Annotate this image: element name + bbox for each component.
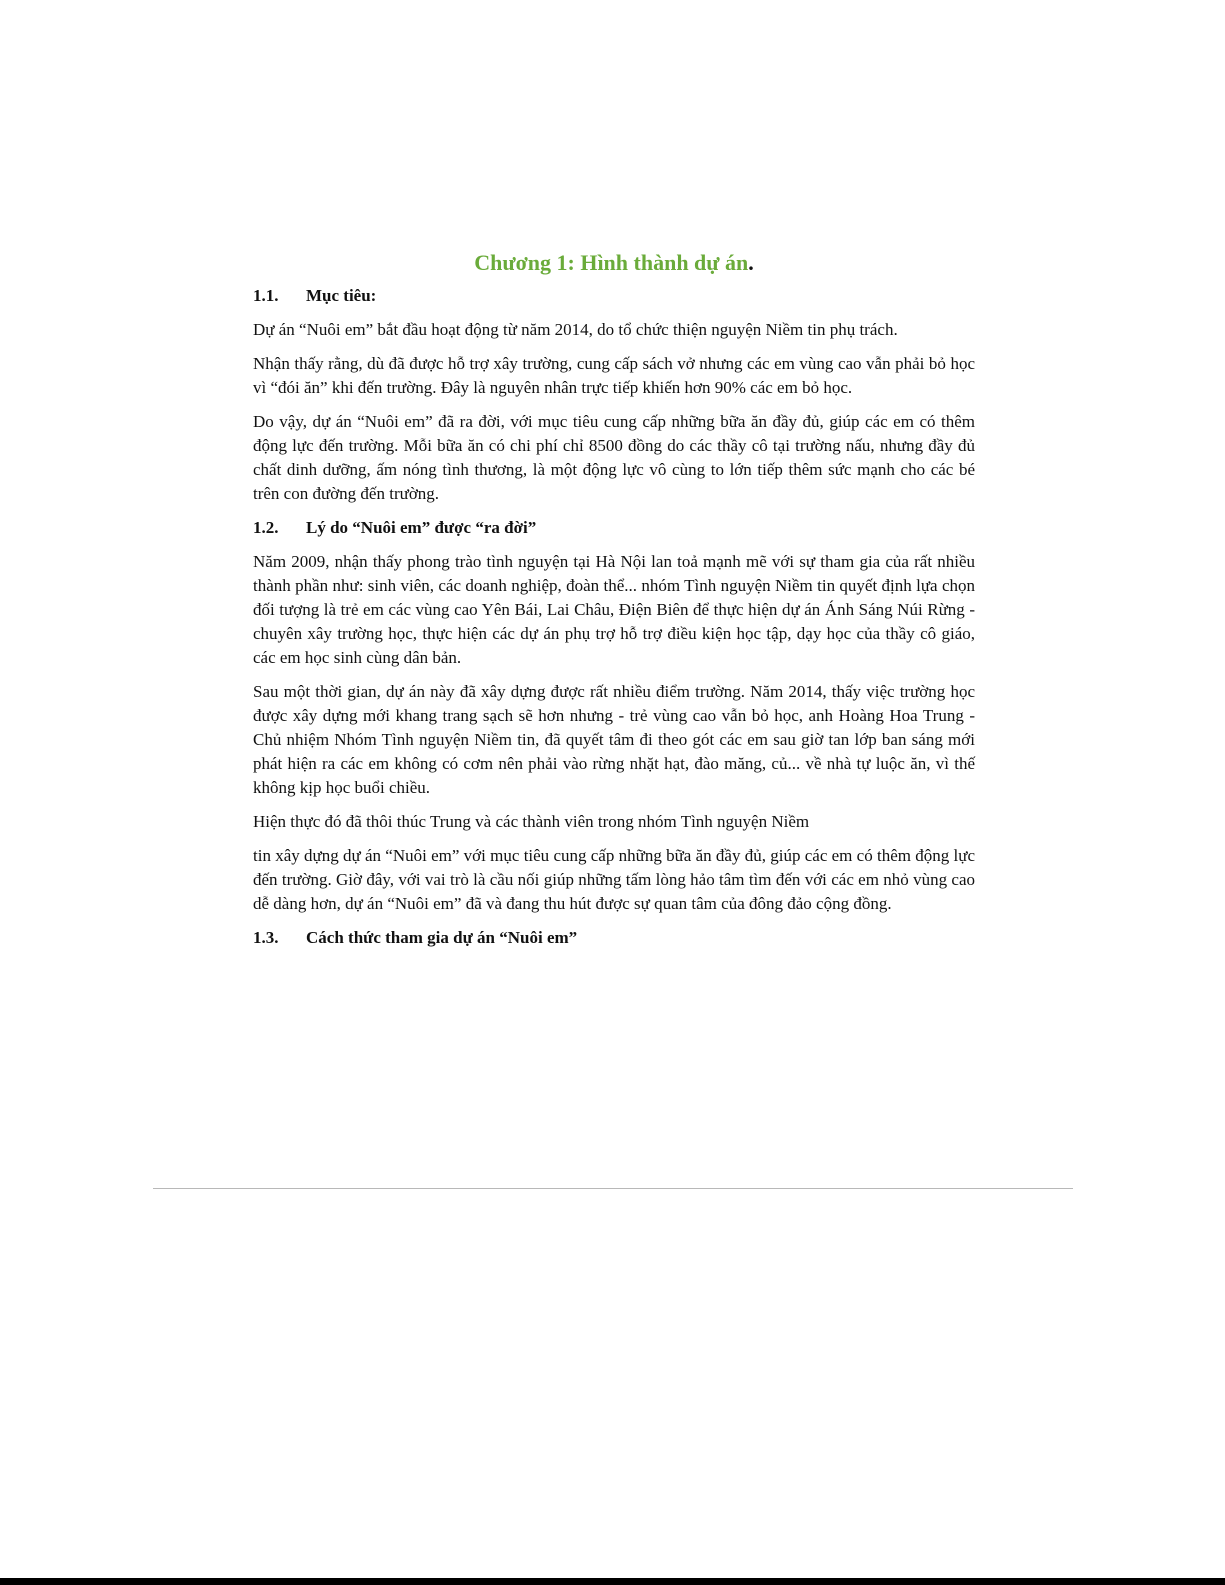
document-page xyxy=(253,248,975,960)
section-number: 1.2. xyxy=(253,518,279,537)
section-heading-1-2 xyxy=(253,516,975,540)
section-number: 1.3. xyxy=(253,928,279,947)
paragraph: Năm 2009, nhận thấy phong trào tình nguyện tại Hà Nội lan toả mạnh mẽ với sự tham gia của rất nhiều thành phần như: sinh viên, các doanh nghiệp, đoàn thể... nhóm Tình nguyện Niềm tin quyết định lựa chọn đối tượng là trẻ em các vùng cao Yên Bái, Lai Châu, Điện Biên để thực hiện dự án Ánh Sáng Núi Rừng - chuyên xây trường học, thực hiện các dự án phụ trợ hỗ trợ điều kiện học tập, dạy học của thầy cô giáo, các em học sinh cùng dân bản. xyxy=(253,552,975,667)
section-title: Lý do “Nuôi em” được “ra đời” xyxy=(306,518,537,537)
paragraph: Dự án “Nuôi em” bắt đầu hoạt động từ năm 2014, do tổ chức thiện nguyện Niềm tin phụ trách. xyxy=(253,320,898,339)
chapter-title-text: Chương 1: Hình thành dự án xyxy=(474,250,749,275)
paragraph: tin xây dựng dự án “Nuôi em” với mục tiêu cung cấp những bữa ăn đầy đủ, giúp các em có thêm động lực đến trường. Giờ đây, với vai trò là cầu nối giúp những tấm lòng hảo tâm tìm đến với các em nhỏ vùng cao dễ dàng hơn, dự án “Nuôi em” đã và đang thu hút được sự quan tâm của đông đảo cộng đồng. xyxy=(253,846,975,913)
chapter-title xyxy=(253,248,975,278)
section-heading-1-3 xyxy=(253,926,975,950)
section-title: Mục tiêu: xyxy=(306,286,377,305)
chapter-title-period: . xyxy=(748,250,754,275)
section-heading-1-1 xyxy=(253,284,975,308)
paragraph: Sau một thời gian, dự án này đã xây dựng được rất nhiều điểm trường. Năm 2014, thấy việc trường học được xây dựng mới khang trang sạch sẽ hơn nhưng - trẻ vùng cao vẫn bỏ học, anh Hoàng Hoa Trung - Chủ nhiệm Nhóm Tình nguyện Niềm tin, đã quyết tâm đi theo gót các em sau giờ tan lớp ban sáng mới phát hiện ra các em không có cơm nên phải vào rừng nhặt hạt, đào măng, củ... về nhà tự luộc ăn, vì thế không kịp học buổi chiều. xyxy=(253,682,975,797)
paragraph: Do vậy, dự án “Nuôi em” đã ra đời, với mục tiêu cung cấp những bữa ăn đầy đủ, giúp các em có thêm động lực đến trường. Mỗi bữa ăn có chi phí chỉ 8500 đồng do các thầy cô tại trường nấu, nhưng đầy đủ chất dinh dưỡng, ấm nóng tình thương, là một động lực vô cùng to lớn tiếp thêm sức mạnh cho các bé trên con đường đến trường. xyxy=(253,412,975,503)
paragraph: Hiện thực đó đã thôi thúc Trung và các thành viên trong nhóm Tình nguyện Niềm xyxy=(253,812,810,831)
section-title: Cách thức tham gia dự án “Nuôi em” xyxy=(306,928,578,947)
page-divider-line xyxy=(153,1188,1073,1189)
page-bottom-edge xyxy=(0,1578,1225,1585)
paragraph: Nhận thấy rằng, dù đã được hỗ trợ xây trường, cung cấp sách vở nhưng các em vùng cao vẫn phải bỏ học vì “đói ăn” khi đến trường. Đây là nguyên nhân trực tiếp khiến hơn 90% các em bỏ học. xyxy=(253,354,975,397)
section-number: 1.1. xyxy=(253,286,279,305)
